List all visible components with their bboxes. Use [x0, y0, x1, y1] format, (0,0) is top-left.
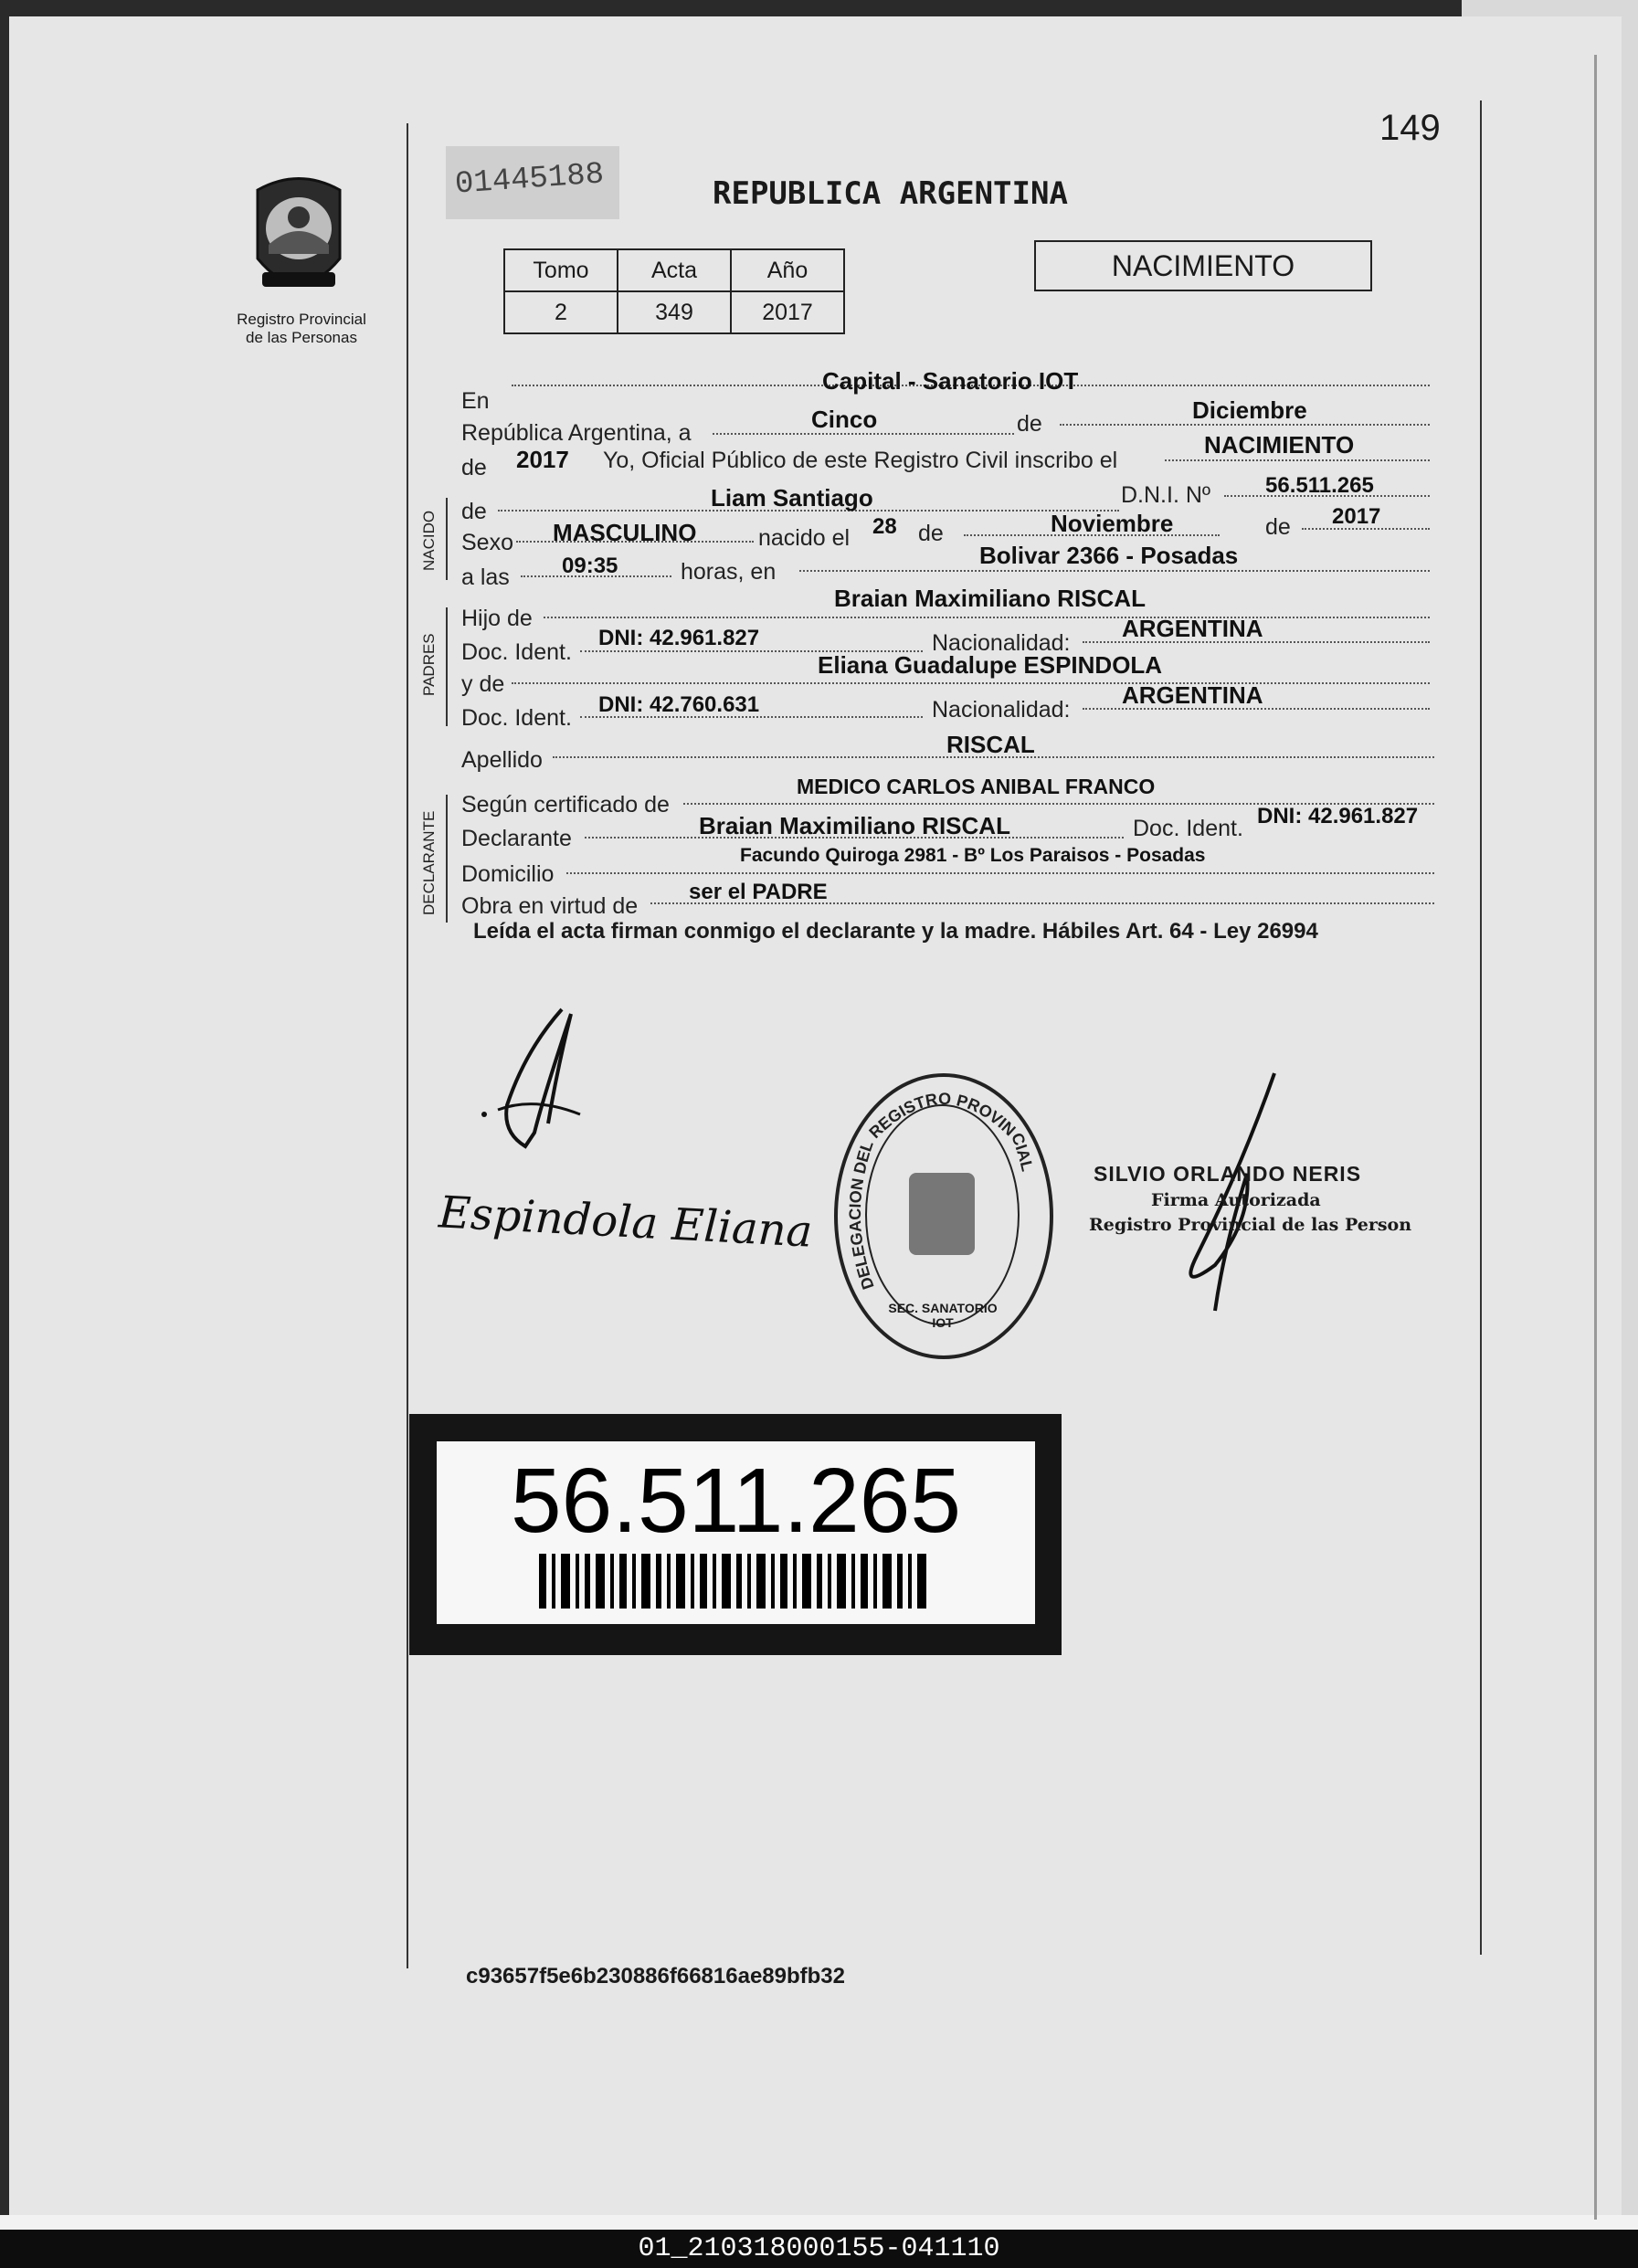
record-type-box: NACIMIENTO — [1034, 240, 1372, 291]
value-nac-mes: Noviembre — [1051, 510, 1174, 537]
value-padre: Braian Maximiliano RISCAL — [834, 585, 1146, 612]
record-table — [503, 248, 845, 334]
label-nac-padre: Nacionalidad: — [932, 630, 1071, 656]
official-name: SILVIO ORLANDO NERIS — [1094, 1162, 1362, 1186]
value-lugar-nac: Bolivar 2366 - Posadas — [979, 542, 1239, 569]
table-value-acta: 349 — [618, 291, 731, 333]
misiones-shield-icon — [248, 172, 349, 309]
line-padre — [544, 617, 1430, 618]
label-declarante: Declarante — [461, 826, 572, 851]
country-title: REPUBLICA ARGENTINA — [713, 175, 1068, 212]
page-edge-strip — [0, 2215, 1638, 2230]
side-label-nacido: NACIDO — [420, 510, 438, 571]
value-sexo: MASCULINO — [553, 519, 697, 546]
value-dni: 56.511.265 — [1265, 473, 1374, 498]
value-padre-dni: DNI: 42.961.827 — [598, 626, 760, 650]
label-de-mes: de — [1017, 411, 1042, 437]
table-value-anio: 2017 — [731, 291, 844, 333]
bracket-declarante — [446, 795, 448, 923]
line-madre — [512, 682, 1430, 684]
value-mes: Diciembre — [1192, 396, 1307, 424]
logo-caption — [219, 311, 384, 347]
line-tipo — [1165, 459, 1430, 461]
side-label-padres: PADRES — [420, 633, 438, 696]
value-madre-dni: DNI: 42.760.631 — [598, 692, 760, 717]
label-apellido: Apellido — [461, 747, 543, 773]
logo-caption-line1: Registro Provincial — [237, 311, 366, 328]
value-declarante: Braian Maximiliano RISCAL — [699, 812, 1010, 839]
table-header-anio: Año — [731, 249, 844, 291]
label-sexo: Sexo — [461, 530, 513, 555]
label-en: En — [461, 388, 490, 414]
label-domicilio: Domicilio — [461, 861, 555, 887]
right-margin-line — [1480, 100, 1482, 1955]
barcode-number: 56.511.265 — [510, 1450, 962, 1552]
label-de-anio: de — [461, 455, 487, 480]
value-certificado: MEDICO CARLOS ANIBAL FRANCO — [797, 775, 1156, 798]
label-oficial: Yo, Oficial Público de este Registro Civil inscribo el — [603, 448, 1118, 473]
logo-caption-line2: de las Personas — [246, 329, 357, 346]
label-de-nac-anio: de — [1265, 514, 1291, 540]
seal-top-text: DELEGACION DEL REGISTRO PROVINCIAL — [845, 1089, 1037, 1292]
table-value-tomo: 2 — [504, 291, 618, 333]
page-number: 149 — [1379, 108, 1441, 148]
value-nombre: Liam Santiago — [711, 484, 873, 512]
line-lugar-nac — [799, 570, 1430, 572]
label-nac-madre: Nacionalidad: — [932, 697, 1071, 723]
label-doc-declarante: Doc. Ident. — [1133, 816, 1243, 841]
official-title: Firma Autorizada — [1151, 1190, 1321, 1210]
footer-filename: 01_210318000155-041110 — [638, 2233, 1000, 2264]
official-office: Registro Provincial de las Person — [1089, 1215, 1412, 1235]
label-de-nombre: de — [461, 499, 487, 524]
table-header-tomo: Tomo — [504, 249, 618, 291]
value-madre: Eliana Guadalupe ESPINDOLA — [818, 651, 1163, 679]
table-header-acta: Acta — [618, 249, 731, 291]
value-dia: Cinco — [811, 406, 878, 433]
value-tipo: NACIMIENTO — [1204, 431, 1355, 459]
value-lugar: Capital - Sanatorio IOT — [822, 367, 1079, 395]
label-horas-en: horas, en — [681, 559, 777, 585]
document-page — [9, 16, 1622, 2227]
label-nacido-el: nacido el — [758, 525, 851, 551]
label-segun: Según certificado de — [461, 792, 670, 818]
bracket-nacido — [446, 498, 448, 580]
line-domicilio — [566, 872, 1434, 874]
serial-stamp: 01445188 — [453, 157, 606, 203]
paper-edge-line — [1594, 55, 1597, 2220]
label-obra: Obra en virtud de — [461, 893, 639, 919]
closing-text: Leída el acta firman conmigo el declarante y la madre. Hábiles Art. 64 - Ley 26994 — [473, 919, 1318, 944]
value-nac-dia: 28 — [872, 514, 897, 539]
label-y-de: y de — [461, 671, 505, 697]
label-republica: República Argentina, a — [461, 420, 692, 446]
barcode-sticker — [409, 1414, 1062, 1655]
label-doc-padre: Doc. Ident. — [461, 639, 572, 665]
value-nac-anio: 2017 — [1332, 504, 1381, 529]
bracket-padres — [446, 607, 448, 726]
label-doc-madre: Doc. Ident. — [461, 705, 572, 731]
value-madre-nac: ARGENTINA — [1122, 681, 1263, 709]
label-a-las: a las — [461, 564, 510, 590]
declarant-signature — [470, 996, 617, 1160]
label-de-nac-mes: de — [918, 521, 944, 546]
value-domicilio: Facundo Quiroga 2981 - Bº Los Paraisos - Posadas — [740, 845, 1206, 866]
registry-seal — [834, 1073, 1053, 1359]
document-hash: c93657f5e6b230886f66816ae89bfb32 — [466, 1964, 845, 1988]
value-apellido: RISCAL — [946, 731, 1035, 758]
seal-bottom-text: SEC. SANATORIO IOT — [888, 1301, 998, 1330]
province-logo — [248, 172, 349, 309]
side-label-declarante: DECLARANTE — [420, 810, 438, 915]
value-obra: ser el PADRE — [689, 880, 828, 904]
left-margin-line — [407, 123, 408, 1968]
value-declarante-dni: DNI: 42.961.827 — [1257, 804, 1419, 828]
value-hora: 09:35 — [562, 554, 618, 578]
label-dni: D.N.I. Nº — [1121, 482, 1211, 508]
label-hijo-de: Hijo de — [461, 606, 533, 631]
mother-signature: Espindola Eliana — [437, 1187, 814, 1258]
barcode-icon — [539, 1554, 932, 1609]
value-anio: 2017 — [516, 446, 569, 473]
value-padre-nac: ARGENTINA — [1122, 615, 1263, 642]
